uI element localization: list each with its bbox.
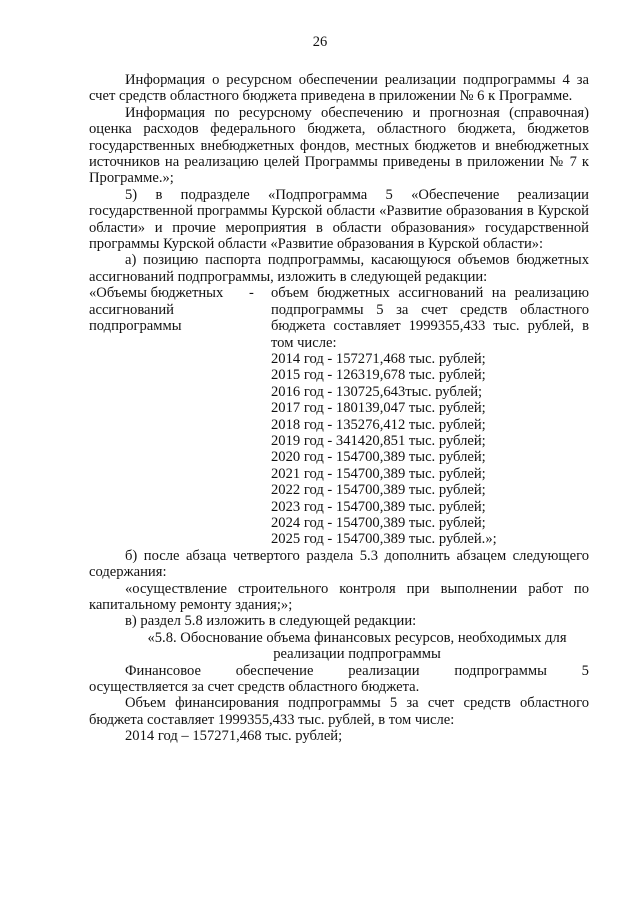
passport-year-list — [271, 351, 589, 548]
financing-rest: осуществляется за счет средств областного бюджета. — [89, 679, 420, 696]
paragraph-quote: «осуществление строительного контроля при выполнении работ по капитальному ремонту здания;»; — [89, 580, 589, 613]
list-item: 2016 год - 130725,643тыс. рублей; — [271, 383, 483, 400]
list-item: 2024 год - 154700,389 тыс. рублей; — [271, 514, 486, 531]
financing-word: подпрограммы — [454, 662, 547, 679]
list-item: 2022 год - 154700,389 тыс. рублей; — [271, 482, 486, 499]
financing-word: Финансовое — [125, 662, 201, 679]
paragraph-item-v: в) раздел 5.8 изложить в следующей редакции: — [125, 613, 417, 630]
paragraph-last-year: 2014 год – 157271,468 тыс. рублей; — [125, 728, 343, 745]
document-body — [89, 72, 589, 745]
list-item: 2021 год - 154700,389 тыс. рублей; — [271, 465, 486, 482]
page-number: 26 — [312, 34, 328, 50]
paragraph-item-5: 5) в подразделе «Подпрограмма 5 «Обеспечение реализации государственной программы Курской области «Развитие образования в Курской области» и прочие мероприятия в области образования» государственной программы Курской области «Развитие образования в Курской области»: — [89, 186, 589, 253]
list-item: 2020 год - 154700,389 тыс. рублей; — [271, 449, 486, 466]
list-item: 2019 год - 341420,851 тыс. рублей; — [271, 432, 486, 449]
list-item: 2014 год - 157271,468 тыс. рублей; — [271, 350, 486, 367]
passport-position — [89, 285, 589, 548]
paragraph-item-b: б) после абзаца четвертого раздела 5.3 дополнить абзацем следующего содержания: — [89, 547, 589, 581]
financing-line — [89, 663, 589, 679]
passport-dash: - — [249, 285, 254, 302]
financing-word: обеспечение — [235, 662, 314, 679]
list-item: 2015 год - 126319,678 тыс. рублей; — [271, 367, 486, 384]
paragraph-forecast-info: Информация по ресурсному обеспечению и прогнозная (справочная) оценка расходов федерального бюджета, областного бюджета, бюджетов государственных внебюджетных фондов, местных бюджетов и внебюджетных источников на реализацию целей Программы приведены в приложении № 7 к Программе.»; — [89, 104, 589, 187]
passport-label: «Объемы бюджетных ассигнований подпрограммы — [89, 285, 224, 335]
list-item: 2017 год - 180139,047 тыс. рублей; — [271, 400, 486, 417]
passport-body — [271, 285, 589, 548]
financing-word: 5 — [581, 662, 589, 679]
passport-intro: объем бюджетных ассигнований на реализацию подпрограммы 5 за счет средств областного бюджета составляет 1999355,433 тыс. рублей, в том числе: — [271, 285, 589, 351]
financing-word: реализации — [348, 662, 420, 679]
list-item: 2023 год - 154700,389 тыс. рублей; — [271, 498, 486, 515]
section-title-line-2: реализации подпрограммы — [273, 646, 441, 663]
section-title-line-1: «5.8. Обоснование объема финансовых ресурсов, необходимых для — [147, 629, 567, 646]
list-item: 2025 год - 154700,389 тыс. рублей.»; — [271, 531, 497, 548]
paragraph-item-a: а) позицию паспорта подпрограммы, касающуюся объемов бюджетных ассигнований подпрограммы, изложить в следующей редакции: — [89, 252, 589, 285]
paragraph-resource-info: Информация о ресурсном обеспечении реализации подпрограммы 4 за счет средств областного бюджета приведена в приложении № 6 к Программе. — [89, 72, 589, 105]
list-item: 2018 год - 135276,412 тыс. рублей; — [271, 416, 486, 433]
paragraph-volume: Объем финансирования подпрограммы 5 за счет средств областного бюджета составляет 1999355,433 тыс. рублей, в том числе: — [89, 695, 589, 728]
